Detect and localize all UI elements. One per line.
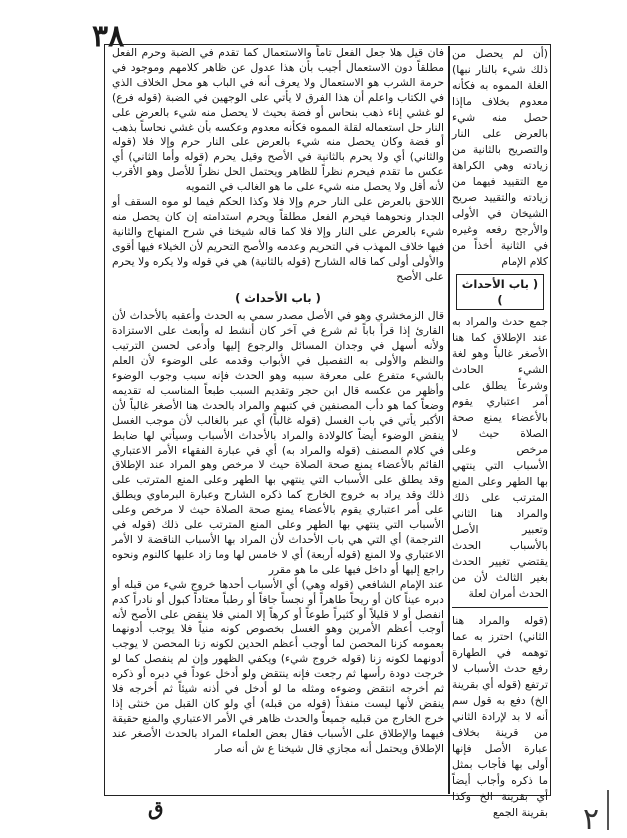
column-divider — [448, 46, 450, 794]
margin-note-2: جمع حدث والمراد به عند الإطلاق كما هنا الأصغر غالباً وهو لغة الشيء الحادث وشرعاً يطلق على أمر اعتباري يقوم بالأعضاء يمنع صحة الصلاة حيث لا مرخص وعلى الأسباب التي ينتهي بها الطهر وعلى المنع المترتب على ذلك والمراد هنا الثاني وتعبير الأصل بالأسباب الحدث يقتضي تغيير الحدث بغير الثالث لأن من الحدث أمران لعلة — [452, 315, 548, 600]
main-paragraph-1: فان قيل هلا جعل الفعل تاماً والاستعمال كما تقدم في الضبة وحرم الفعل مطلقاً دون الاستعمال أجيب بأن هذا عدول عن ظاهر كلامهم وموجود في حرمة الشرب هو الاستعمال ولا يعرف أنه في الباب هو محل الخلاف الذي في الكتاب واعلم أن هذا الفرق لا يأتي على الوجهين في الضبة (قوله فرع) لو غشي إناء ذهب بنحاس أو فضة بحيث لا يحصل منه شيء بالعرض على النار حل استعماله لقلة المموه فكأنه معدوم وعكسه بأن غشي نحاساً بذهب أو فضة وكان يحصل منه شيء بالعرض على النار حرم وإلا فلا (قوله والثاني) أي ولا يحرم بالثانية في الأصح وقيل يحرم (قوله وأما الثاني) أي عكس ما تقدم فيحرم نظراً للظاهر ويحتمل الحل نظراً للأصل وهو الأقرب لأنه أقل ولا يحصل منه شيء على ما هو الغالب في التمويه — [112, 46, 444, 194]
footer-signature-mark: ق — [148, 796, 164, 820]
margin-note-1: (أن لم يحصل من ذلك شيء بالنار نبها) الغلة المموه به فكأنه معدوم بخلاف ماإذا حصل منه شيء بالعرض على النار والتصريح بالثانية من زيادته وهي الكراهة مع التقييد فيهما من زيادته والتقييد صريح الشيخان في الأولى والأرجح رفعه وغيره في الثانية أخذاً من كلام الإمام — [452, 47, 548, 268]
page-number: ٣٨ — [92, 19, 125, 54]
main-paragraph-2: اللاحق بالعرض على النار حرم وإلا فلا وكذا الحكم فيما لو موه السقف أو الجدار ونحوهما فيحرم الفعل مطلقاً ويحرم استدامته إن كان يحصل منه شيء بالعرض على النار وإلا فلا كما قاله شيخنا في شرح المنهاج والثانية فيها خلاف المهذب في التحريم وعدمه والأصح التحريم لأن الخيلاء فيها أقوى والأولى أولى كما قاله الشارح (قوله بالثانية) هي في قوله ولا يكره ولا يحرم على الأصح — [112, 195, 444, 283]
section-heading: ( باب الأحداث ) — [235, 290, 321, 305]
margin-note-3: (قوله والمراد هنا الثاني) احترز به عما توهمه في الطهارة رفع حدث الأسباب لا ترتفع (قوله أي بقرينة الخ) دفع به قول سم أنه لا بد لإرادة الثاني من قرينة بخلاف عبارة الأصل فإنها أولى بها فأجاب بمثل ما ذكره وأجاب أيضاً أي بقرينة الخ وكذا بقرينة الجمع — [452, 614, 548, 819]
main-paragraph-3: قال الزمخشري وهو في الأصل مصدر سمي به الحدث وأعقبه بالأحداث لأن القارئ إذا قرأ باباً ثم شرع في آخر كان أنشط له وأبعث على الاستزادة ولأنه أسهل في وجدان المسائل والرجوع إليها وأدعى لحسن الترتيب والنظم والأولى به التفصيل في الأبواب وقدمه على الوضوء لأن العلم بالشيء متفرع على معرفة سببه وهو الحدث فإنه سبب وجوب الوضوء وأظهر من عكسه قال ابن حجر وتقديم السبب طبعاً المناسب له تقديمه وضعاً كما هو دأب المصنفين في كتبهم والمراد بالحدث هنا الأصغر غالباً لأن الأكبر يأتي في باب الغسل (قوله غالباً) أي عبر بالغالب لأن موجب الغسل ينقض الوضوء أيضاً كالولادة والمراد بالأحداث الأسباب وسيأتي لها ضابط في كلام المصنف (قوله والمراد به) أي في عبارة الفقهاء الأمر الاعتباري القائم بالأعضاء يمنع صحة الصلاة حيث لا مرخص وهو المراد عند الإطلاق وقد يطلق على الأسباب التي ينتهي بها الطهر وعلى المنع المترتب على ذلك وقد يراد به خروج الخارج كما ذكره الشارح وعبارة البرماوي ويطلق على أمر اعتباري يقوم بالأعضاء يمنع صحة الصلاة حيث لا مرخص وعلى الأسباب التي ينتهي بها الطهر وعلى المنع المترتب على ذلك (قوله في الترجمة) أي التي هي باب الأحداث لأن المراد بها الأسباب الناقضة لا الأمر الاعتباري ولا المنع (قوله أربعة) أي لا خامس لها وما زاد عليها كالنوم ونحوه راجع إليها أو داخل فيها على ما هو مقرر — [112, 309, 444, 576]
main-paragraph-4: عند الإمام الشافعي (قوله وهي) أي الأسباب أحدها خروج شيء من قبله أو دبره عيناً كان أو ريحاً طاهراً أو نجساً جافاً أو رطباً معتاداً كبول أو نادراً كدم انفصل أو لا قليلاً أو كثيراً طوعاً أو كرهاً إلا المني فلا ينقض على الأصح لأنه أوجب أعظم الأمرين وهو الغسل بخصوص كونه منياً فلا يوجب أدونهما بعمومه كزنا المحصن لما أوجب أعظم الحدين لكونه زنا المحصن لا يوجب أدونهما لكونه زنا (قوله خروج شيء) ويكفي الظهور وإن لم ينفصل كما لو خرجت دودة رأسها ثم رجعت فإنه ينتقض ولو أدخل عوداً في دبره أو ذكره ثم أخرجه انتقض وضوءه ومثله ما لو أدخل في أذنه شيئاً ثم أخرجه فلا ينقض لأنها ليست منفذاً (قوله من قبله) أي ولو كان القبل من خنثى إذا خرج الخارج من قبليه جميعاً والحدث ظاهر في الأمر الاعتباري والمنع حقيقة فيهما والإطلاق على الأسباب فقال بعض العلماء المراد بالحدث الأصغر عند الإطلاق ويحتمل أنه مجازي قال شيخنا ع ش أنه صار — [112, 577, 444, 755]
margin-heading: ( باب الأحداث ) — [456, 274, 544, 310]
margin-commentary-column — [452, 46, 548, 819]
margin-separator — [452, 607, 548, 608]
corner-mark: ٢ — [583, 802, 600, 837]
page-edge-line — [607, 790, 609, 830]
main-text-column — [112, 46, 444, 792]
